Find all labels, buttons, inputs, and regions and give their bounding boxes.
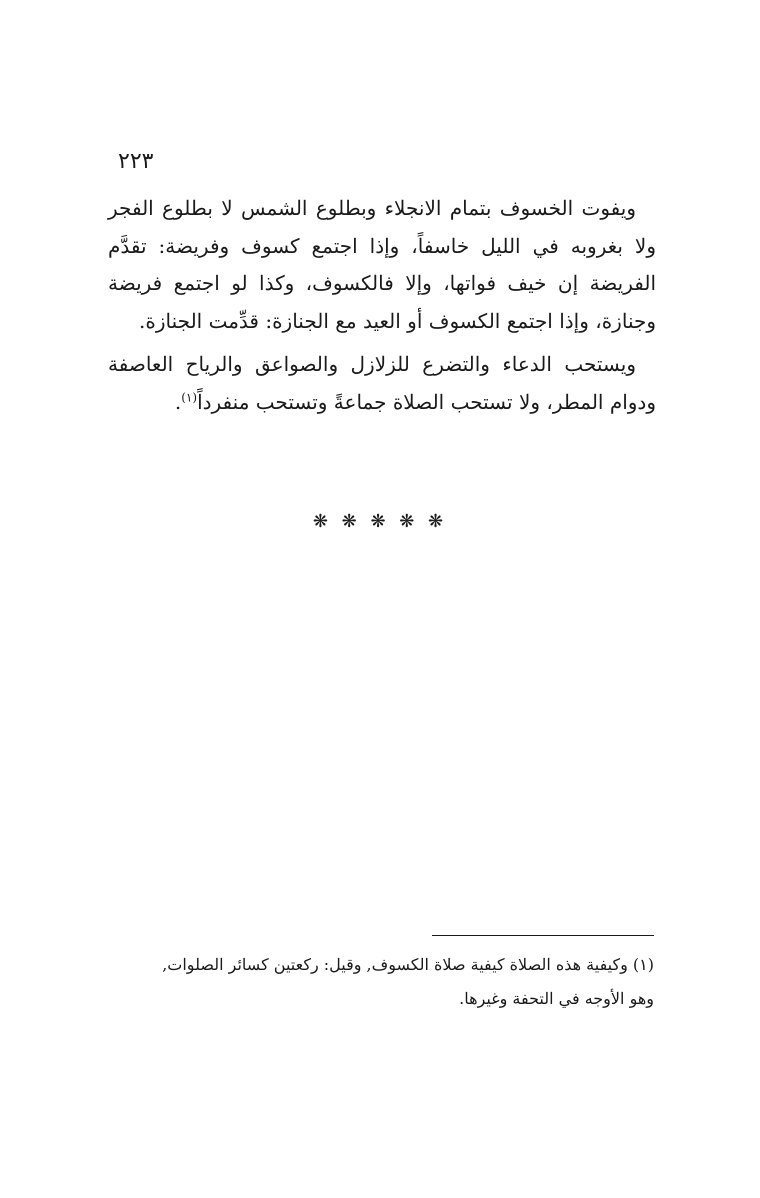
section-separator: ❋ ❋ ❋ ❋ ❋ [312, 511, 448, 532]
footnote-line-1: (١) وكيفية هذه الصلاة كيفية صلاة الكسوف, وقيل: ركعتين كسائر الصلوات, [162, 955, 654, 974]
paragraph-supplication-end: . [174, 389, 182, 414]
footnote-divider [432, 935, 654, 936]
footnote-reference: (١) [181, 389, 198, 404]
paragraph-supplication [108, 346, 656, 421]
footnote [108, 948, 654, 1016]
footnote-line-2: وهو الأوجه في التحفة وغيرها. [459, 989, 654, 1008]
paragraph-eclipse-timing: ويفوت الخسوف بتمام الانجلاء وبطلوع الشمس لا بطلوع الفجر ولا بغروبه في الليل خاسفاً، وإذا اجتمع كسوف وفريضة: تقدَّم الفريضة إن خيف فواتها، وإلا فالكسوف، وكذا لو اجتمع فريضة وجنازة، وإذا اجتمع الكسوف أو العيد مع الجنازة: قدِّمت الجنازة. [108, 196, 656, 333]
page-number: ٢٢٣ [118, 149, 154, 174]
paragraph-supplication-text: ويستحب الدعاء والتضرع للزلازل والصواعق والرياح العاصفة ودوام المطر، ولا تستحب الصلاة جماعةً وتستحب منفرداً [108, 352, 656, 414]
main-text [108, 190, 656, 421]
